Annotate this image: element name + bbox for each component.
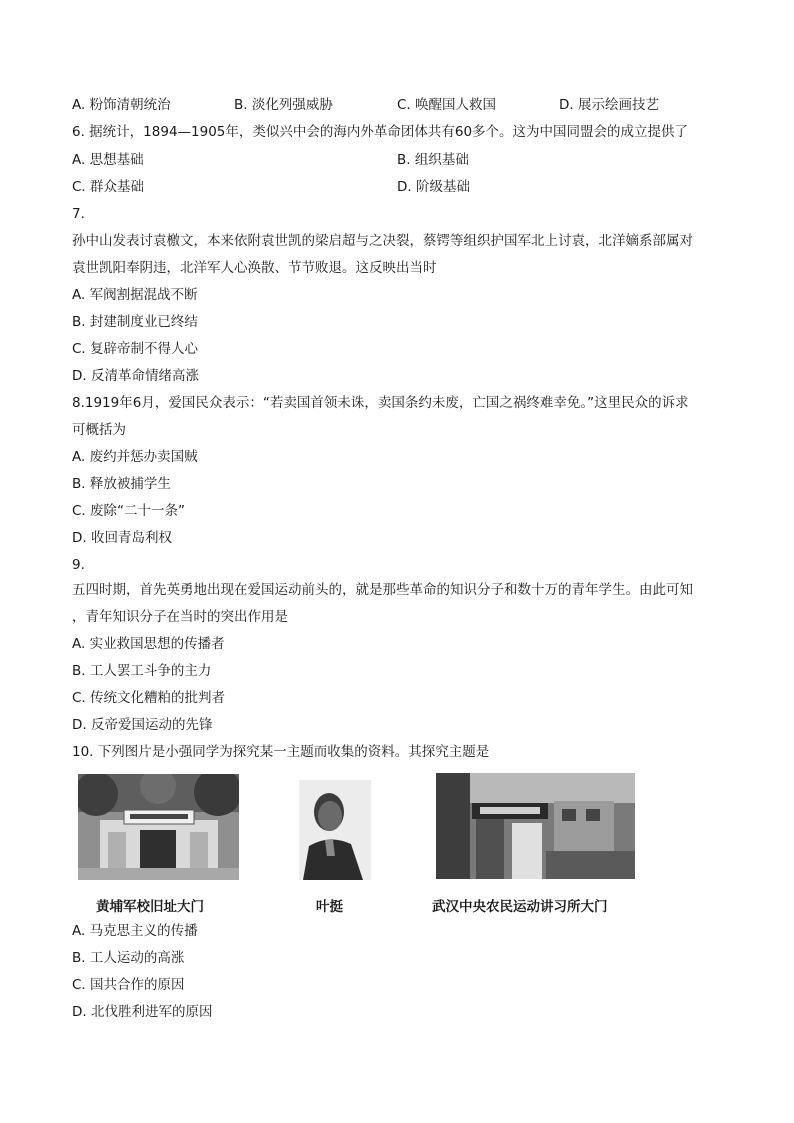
q7-option-c: C. 复辟帝制不得人心 [72,341,199,357]
q8-stem-line1: 8.1919年6月，爱国民众表示：“若卖国首领未诛，卖国条约未废，亡国之祸终难幸免。”这里民众的诉求 [72,395,689,411]
q5-option-a: A. 粉饰清朝统治 [72,97,171,113]
q10-option-c: C. 国共合作的原因 [72,977,185,993]
caption-wuhan-institute-gate: 武汉中央农民运动讲习所大门 [432,899,608,915]
q5-option-d: D. 展示绘画技艺 [559,97,659,113]
ye-ting-photo [299,780,371,880]
q8-option-b: B. 释放被捕学生 [72,476,171,492]
q9-stem-line1: 五四时期，首先英勇地出现在爱国运动前头的，就是那些革命的知识分子和数十万的青年学生。由此可知 [72,582,693,598]
wuhan-institute-gate-photo [436,773,635,879]
q7-option-d: D. 反清革命情绪高涨 [72,368,199,384]
q7-option-b: B. 封建制度业已终结 [72,314,198,330]
q9-stem-line2: ，青年知识分子在当时的突出作用是 [72,609,288,625]
q8-stem-line2: 可概括为 [72,422,126,438]
q6-option-a: A. 思想基础 [72,152,144,168]
wuhan-institute-gate-image [436,773,635,879]
q7-number: 7. [72,206,85,222]
q10-stem: 10. 下列图片是小强同学为探究某一主题而收集的资料。其探究主题是 [72,744,490,760]
q8-option-d: D. 收回青岛利权 [72,530,172,546]
q6-stem: 6. 据统计，1894—1905年，类似兴中会的海内外革命团体共有60多个。这为中国同盟会的成立提供了 [72,124,689,140]
q10-option-d: D. 北伐胜利进军的原因 [72,1004,213,1020]
q6-option-b: B. 组织基础 [397,152,469,168]
q7-option-a: A. 军阀割据混战不断 [72,287,198,303]
q9-number: 9. [72,557,85,573]
q6-option-c: C. 群众基础 [72,179,145,195]
q8-option-a: A. 废约并惩办卖国贼 [72,449,198,465]
q9-option-c: C. 传统文化糟粕的批判者 [72,690,226,706]
q5-option-c: C. 唤醒国人救国 [397,97,497,113]
q8-option-c: C. 废除“二十一条” [72,503,185,519]
q7-stem-line2: 袁世凯阳奉阴违，北洋军人心涣散、节节败退。这反映出当时 [72,260,437,276]
caption-ye-ting: 叶挺 [316,899,343,915]
q10-option-b: B. 工人运动的高涨 [72,950,185,966]
huangpu-gate-photo [78,774,239,880]
q5-option-b: B. 淡化列强威胁 [234,97,333,113]
q10-option-a: A. 马克思主义的传播 [72,923,198,939]
q9-option-d: D. 反帝爱国运动的先锋 [72,717,213,733]
q9-option-a: A. 实业救国思想的传播者 [72,636,225,652]
q9-option-b: B. 工人罢工斗争的主力 [72,663,212,679]
huangpu-gate-image [78,774,239,880]
caption-huangpu-gate: 黄埔军校旧址大门 [96,899,204,915]
q6-option-d: D. 阶级基础 [397,179,470,195]
ye-ting-portrait-image [299,780,371,880]
q7-stem-line1: 孙中山发表讨袁檄文，本来依附袁世凯的梁启超与之决裂，蔡锷等组织护国军北上讨袁，北洋嫡系部属对 [72,233,693,249]
